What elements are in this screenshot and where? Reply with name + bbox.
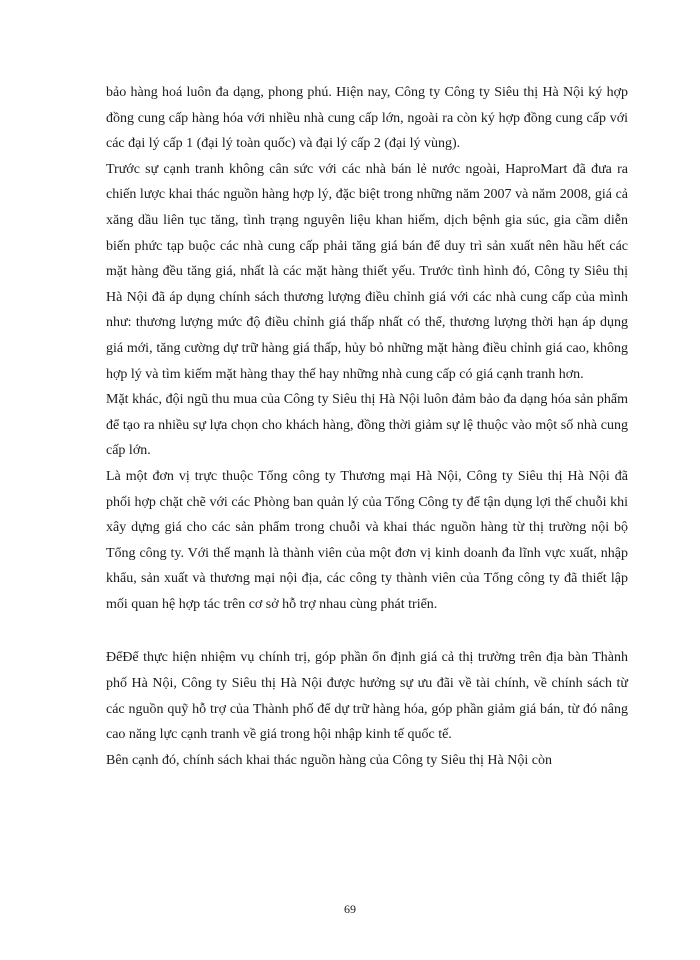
paragraph-gap — [106, 617, 628, 645]
paragraph-2: Trước sự cạnh tranh không cân sức với các nhà bán lẻ nước ngoài, HaproMart đã đưa ra chiến lược khai thác nguồn hàng hợp lý, đặc biệt trong những năm 2007 và năm 2008, giá cả xăng dầu liên tục tăng, tình trạng nguyên liệu khan hiếm, dịch bệnh gia súc, gia cầm diễn biến phức tạp buộc các nhà cung cấp phải tăng giá bán để duy trì sản xuất nên hầu hết các mặt hàng đều tăng giá, nhất là các mặt hàng thiết yếu. Trước tình hình đó, Công ty Siêu thị Hà Nội đã áp dụng chính sách thương lượng điều chỉnh giá với các nhà cung cấp của mình như: thương lượng mức độ điều chỉnh giá thấp nhất có thể, thương lượng thời hạn áp dụng giá mới, tăng cường dự trữ hàng giá thấp, hủy bỏ những mặt hàng điều chỉnh giá cao, không hợp lý và tìm kiếm mặt hàng thay thế hay những nhà cung cấp có giá cạnh tranh hơn. — [106, 161, 628, 382]
paragraph-1: bảo hàng hoá luôn đa dạng, phong phú. Hiện nay, Công ty Công ty Siêu thị Hà Nội ký hợp đồng cung cấp hàng hóa với nhiều nhà cung cấp lớn, ngoài ra còn ký hợp đồng cung cấp với các đại lý cấp 1 (đại lý toàn quốc) và đại lý cấp 2 (đại lý vùng). — [106, 85, 628, 152]
body-text — [106, 80, 628, 773]
paragraph-4: Là một đơn vị trực thuộc Tổng công ty Thương mại Hà Nội, Công ty Siêu thị Hà Nội đã phối hợp chặt chẽ với các Phòng ban quản lý của Tổng Công ty để tận dụng lợi thế chuỗi khi xây dựng giá cho các sản phẩm trong chuỗi và khai thác nguồn hàng từ thị trường nội bộ Tổng công ty. Với thế mạnh là thành viên của một đơn vị kinh doanh đa lĩnh vực xuất, nhập khẩu, sản xuất và thương mại nội địa, các công ty thành viên của Tổng công ty đã thiết lập mối quan hệ hợp tác trên cơ sở hỗ trợ nhau cùng phát triển. — [106, 468, 628, 612]
paragraph-3: Mặt khác, đội ngũ thu mua của Công ty Siêu thị Hà Nội luôn đảm bảo đa dạng hóa sản phẩm để tạo ra nhiều sự lựa chọn cho khách hàng, đồng thời giảm sự lệ thuộc vào một số nhà cung cấp lớn. — [106, 392, 628, 459]
page-number: 69 — [344, 902, 356, 916]
paragraph-6: Bên cạnh đó, chính sách khai thác nguồn hàng của Công ty Siêu thị Hà Nội còn — [106, 752, 552, 768]
paragraph-5: ĐểĐể thực hiện nhiệm vụ chính trị, góp phần ổn định giá cả thị trường trên địa bàn Thành phố Hà Nội, Công ty Siêu thị Hà Nội được hưởng sự ưu đãi về tài chính, về chính sách từ các nguồn quỹ hỗ trợ của Thành phố để dự trữ hàng hóa, góp phần giảm giá bán, từ đó nâng cao năng lực cạnh tranh về giá trong hội nhập kinh tế quốc tế. — [106, 650, 628, 743]
